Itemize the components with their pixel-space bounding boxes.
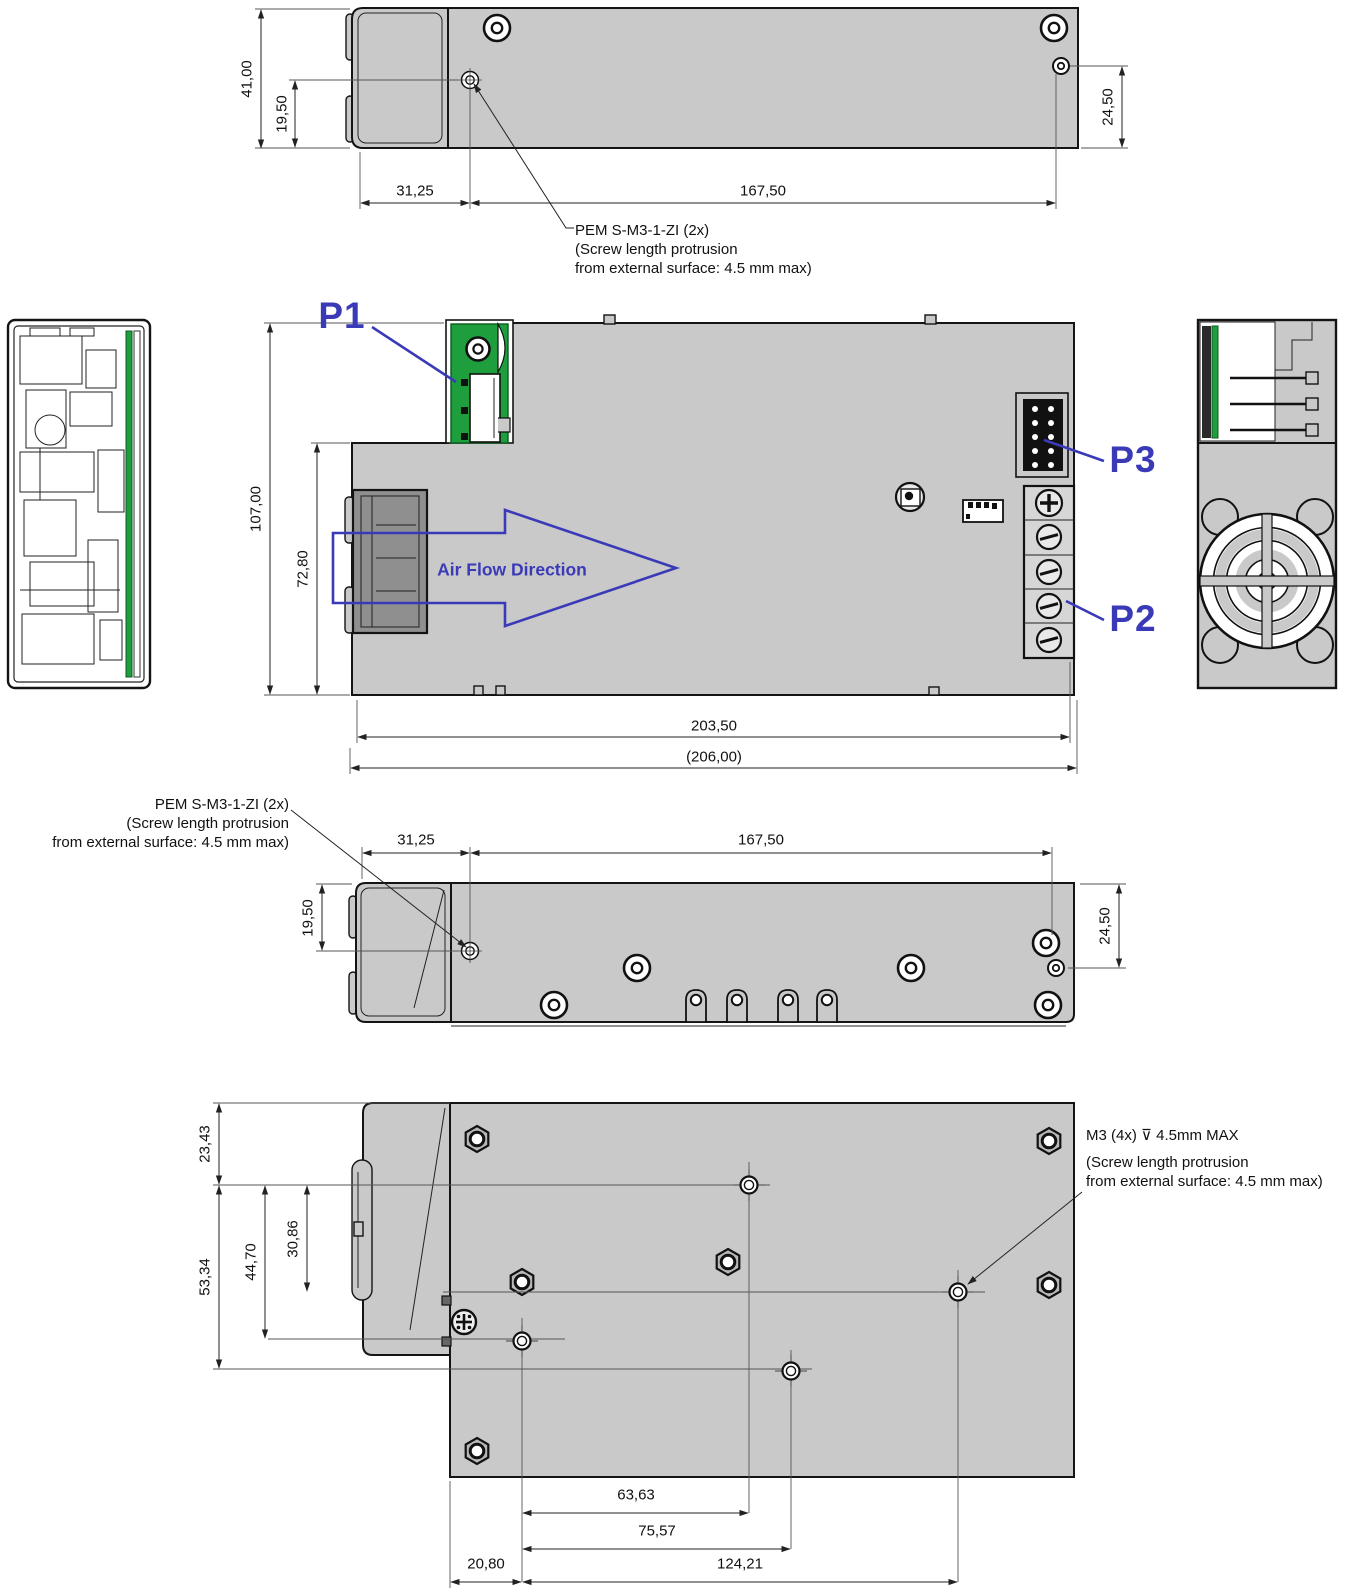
dim-left-offset: 20,80 xyxy=(467,1555,505,1573)
dim-right-offset-top: 24,50 xyxy=(1099,88,1117,126)
dim-overall-height-main: 107,00 xyxy=(247,486,265,532)
dim-length-main: 203,50 xyxy=(691,717,737,735)
mounting-plate xyxy=(450,1103,1074,1477)
dim-front-length-top: 31,25 xyxy=(396,182,434,200)
dim-col-a: 63,63 xyxy=(617,1486,655,1504)
terminal-screw-icon xyxy=(1037,594,1061,618)
dim-hole-span-top: 167,50 xyxy=(740,182,786,200)
hex-standoff-icon xyxy=(1038,1128,1061,1154)
dim-col-b: 124,21 xyxy=(717,1555,763,1573)
screw-icon xyxy=(1041,15,1067,41)
air-flow-label: Air Flow Direction xyxy=(437,559,587,580)
phillips-screw-icon xyxy=(452,1310,476,1334)
edge-tab xyxy=(604,315,615,324)
p2-terminal-block xyxy=(1024,486,1074,658)
dim-hole-a-offset: 23,43 xyxy=(196,1125,214,1163)
main-top-view xyxy=(264,315,1104,774)
m3-note xyxy=(1086,1126,1323,1191)
edge-tab xyxy=(929,687,939,695)
edge-tab xyxy=(496,686,505,695)
aux-connector-icon xyxy=(963,500,1003,522)
hex-standoff-icon xyxy=(466,1126,489,1152)
p2-label: P2 xyxy=(1109,598,1157,639)
pem-note-side-line1: PEM S-M3-1-ZI (2x) xyxy=(154,796,289,813)
left-end-view xyxy=(8,320,150,688)
hole-icon xyxy=(1048,960,1064,976)
fan-grille-icon xyxy=(1200,499,1334,663)
front-bezel xyxy=(363,1103,451,1355)
dim-span-a-b: 30,86 xyxy=(284,1220,302,1258)
terminal-screw-icon xyxy=(1037,560,1061,584)
m3-note-line3: from external surface: 4.5 mm max) xyxy=(1086,1173,1323,1190)
top-side-view xyxy=(255,8,1128,228)
m3-note-line2: (Screw length protrusion xyxy=(1086,1154,1249,1171)
hole-icon xyxy=(1053,58,1069,74)
p1-label: P1 xyxy=(318,295,366,336)
p3-label: P3 xyxy=(1109,439,1157,480)
screw-icon xyxy=(1035,992,1061,1018)
hex-standoff-icon xyxy=(511,1269,534,1295)
dim-hole-offset-top: 19,50 xyxy=(273,95,291,133)
p1-leader-line xyxy=(372,327,456,382)
p3-connector xyxy=(1016,393,1068,477)
m3-note-line1: M3 (4x) ⊽ 4.5mm MAX xyxy=(1086,1127,1239,1144)
terminal-screw-icon xyxy=(1037,525,1061,549)
hex-standoff-icon xyxy=(717,1249,740,1275)
pe-screw-icon xyxy=(1036,490,1062,516)
dim-span-a-c: 44,70 xyxy=(242,1243,260,1281)
dim-hole-offset-side: 19,50 xyxy=(299,899,317,937)
pem-note-top-line3: from external surface: 4.5 mm max) xyxy=(575,260,812,277)
potentiometer-icon xyxy=(896,483,924,511)
dim-overall-length-main: (206,00) xyxy=(686,748,742,766)
dim-overall-height-top: 41,00 xyxy=(238,60,256,98)
mounting-tab-icon xyxy=(817,990,837,1022)
dim-front-length-side: 31,25 xyxy=(397,831,435,849)
screw-icon xyxy=(484,15,510,41)
pem-note-side-line2: (Screw length protrusion xyxy=(126,815,289,832)
screw-icon xyxy=(1033,930,1059,956)
mounting-tab-icon xyxy=(727,990,747,1022)
hex-standoff-icon xyxy=(466,1438,489,1464)
pem-note-top-line2: (Screw length protrusion xyxy=(575,241,738,258)
dim-body-height-main: 72,80 xyxy=(294,550,312,588)
pem-note-top-line1: PEM S-M3-1-ZI (2x) xyxy=(575,222,710,239)
dim-hole-span-side: 167,50 xyxy=(738,831,784,849)
front-bezel xyxy=(352,8,448,148)
screw-icon xyxy=(541,992,567,1018)
pem-note-side-line3: from external surface: 4.5 mm max) xyxy=(52,834,289,851)
right-end-view xyxy=(1198,320,1336,688)
edge-tab xyxy=(474,686,483,695)
screw-icon xyxy=(898,955,924,981)
front-bezel xyxy=(356,883,451,1022)
air-inlet xyxy=(345,490,427,633)
dim-col-d: 75,57 xyxy=(638,1522,676,1540)
dim-span-a-d: 53,34 xyxy=(196,1258,214,1296)
bottom-view xyxy=(213,1103,1082,1588)
terminal-screw-icon xyxy=(1037,628,1061,652)
mounting-tab-icon xyxy=(686,990,706,1022)
pem-note-side xyxy=(4,795,289,852)
screw-icon xyxy=(624,955,650,981)
dim-right-offset-side: 24,50 xyxy=(1096,907,1114,945)
edge-tab xyxy=(925,315,936,324)
chassis-body xyxy=(448,8,1078,148)
pem-note-top xyxy=(575,221,812,278)
hex-standoff-icon xyxy=(1038,1272,1061,1298)
mounting-tab-icon xyxy=(778,990,798,1022)
